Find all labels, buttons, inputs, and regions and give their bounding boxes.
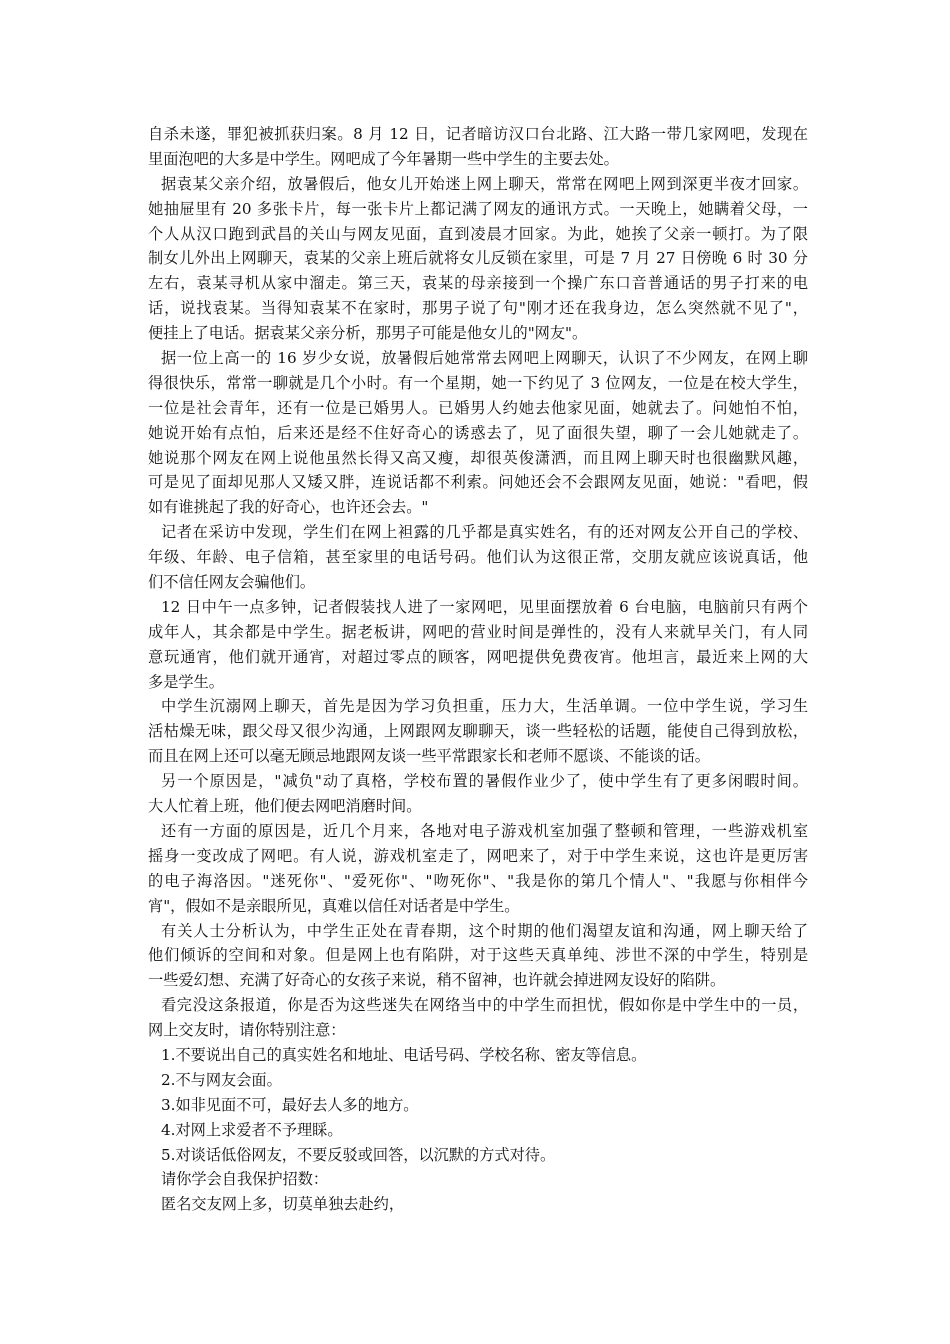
text-line: 的电子海洛因。"迷死你"、"爱死你"、"吻死你"、"我是你的第几个情人"、"我愿与你相伴今	[148, 871, 808, 890]
text-line: 12 日中午一点多钟，记者假装找人进了一家网吧，见里面摆放着 6 台电脑，电脑前只有两个	[161, 597, 808, 616]
text-line: 据袁某父亲介绍，放暑假后，他女儿开始迷上网上聊天，常常在网吧上网到深更半夜才回家。	[161, 174, 808, 193]
text-line: 有关人士分析认为，中学生正处在青春期，这个时期的他们渴望友谊和沟通，网上聊天给了	[161, 921, 808, 940]
text-line: 还有一方面的原因是，近几个月来，各地对电子游戏机室加强了整顿和管理，一些游戏机室	[161, 821, 808, 840]
text-line: 活枯燥无味，跟父母又很少沟通，上网跟网友聊聊天，谈一些轻松的话题，能使自己得到放松，	[148, 722, 808, 741]
article-body	[148, 122, 808, 1217]
text-line: 她抽屉里有 20 多张卡片，每一张卡片上都记满了网友的通讯方式。一天晚上，她瞒着父母，一	[148, 199, 808, 218]
text-line: 据一位上高一的 16 岁少女说，放暑假后她常常去网吧上网聊天，认识了不少网友，在网上聊	[161, 349, 808, 368]
text-line: 1.不要说出自己的真实姓名和地址、电话号码、学校名称、密友等信息。	[161, 1045, 647, 1064]
text-line: 个人从汉口跑到武昌的关山与网友见面，直到凌晨才回家。为此，她挨了父亲一顿打。为了限	[148, 224, 808, 243]
text-line: 她说开始有点怕，后来还是经不住好奇心的诱惑去了，见了面很失望，聊了一会儿她就走了。	[148, 423, 808, 442]
text-line: 一些爱幻想、充满了好奇心的女孩子来说，稍不留神，也许就会掉进网友设好的陷阱。	[148, 971, 726, 990]
text-line: 如有谁挑起了我的好奇心，也许还会去。"	[148, 498, 429, 517]
text-line: 宵"，假如不是亲眼所见，真难以信任对话者是中学生。	[148, 896, 520, 915]
text-line: 自杀未遂，罪犯被抓获归案。8 月 12 日，记者暗访汉口台北路、江大路一带几家网吧，发现在	[148, 125, 808, 143]
text-line: 他们倾诉的空间和对象。但是网上也有陷阱，对于这些天真单纯、涉世不深的中学生，特别是	[148, 946, 808, 965]
text-line: 得很快乐，常常一聊就是几个小时。有一个星期，她一下约见了 3 位网友，一位是在校大学生，	[148, 373, 808, 392]
text-line: 们不信任网友会骗他们。	[148, 573, 316, 592]
text-line: 话，说找袁某。当得知袁某不在家时，那男子说了句"刚才还在我身边，怎么突然就不见了"，	[148, 299, 808, 318]
text-line: 意玩通宵，他们就开通宵，对超过零点的顾客，网吧提供免费夜宵。他坦言，最近来上网的大	[148, 647, 808, 666]
text-line: 而且在网上还可以毫无顾忌地跟网友谈一些平常跟家长和老师不愿谈、不能谈的话。	[148, 747, 710, 766]
text-line: 一位是社会青年，还有一位是已婚男人。已婚男人约她去他家见面，她就去了。问她怕不怕，	[148, 398, 808, 417]
text-line: 可是见了面却见那人又矮又胖，连说话都不利索。问她还会不会跟网友见面，她说："看吧，假	[148, 473, 808, 492]
text-line: 2.不与网友会面。	[161, 1070, 282, 1089]
text-line: 便挂上了电话。据袁某父亲分析，那男子可能是他女儿的"网友"。	[148, 324, 588, 343]
text-line: 记者在采访中发现，学生们在网上袒露的几乎都是真实姓名，有的还对网友公开自己的学校、	[161, 523, 808, 542]
text-line: 看完没这条报道，你是否为这些迷失在网络当中的中学生而担忧，假如你是中学生中的一员，	[161, 996, 808, 1015]
text-line: 大人忙着上班，他们便去网吧消磨时间。	[148, 797, 422, 816]
text-line: 她说那个网友在网上说他虽然长得又高又瘦，却很英俊潇洒，而且网上聊天时也很幽默风趣，	[148, 448, 808, 467]
text-line: 左右，袁某寻机从家中溜走。第三天，袁某的母亲接到一个操广东口音普通话的男子打来的电	[148, 274, 808, 293]
text-line: 5.对谈话低俗网友，不要反驳或回答，以沉默的方式对待。	[161, 1145, 556, 1164]
text-line: 制女儿外出上网聊天，袁某的父亲上班后就将女儿反锁在家里，可是 7 月 27 日傍晚 6 时 30 分	[148, 249, 808, 268]
text-line: 摇身一变改成了网吧。有人说，游戏机室走了，网吧来了，对于中学生来说，这也许是更厉害	[148, 846, 808, 865]
text-line: 另一个原因是，"减负"动了真格，学校布置的暑假作业少了，使中学生有了更多闲暇时间。	[161, 772, 808, 791]
text-line: 里面泡吧的大多是中学生。网吧成了今年暑期一些中学生的主要去处。	[148, 149, 619, 168]
text-line: 中学生沉溺网上聊天，首先是因为学习负担重，压力大，生活单调。一位中学生说，学习生	[161, 697, 808, 716]
text-line: 请你学会自我保护招数：	[161, 1170, 329, 1189]
text-line: 多是学生。	[148, 672, 224, 691]
text-line: 匿名交友网上多，切莫单独去赴约，	[161, 1195, 404, 1214]
text-line: 4.对网上求爱者不予理睬。	[161, 1120, 343, 1139]
text-line: 网上交友时，请你特别注意：	[148, 1021, 346, 1040]
text-line: 3.如非见面不可，最好去人多的地方。	[161, 1095, 419, 1114]
text-line: 成年人，其余都是中学生。据老板讲，网吧的营业时间是弹性的，没有人来就早关门，有人同	[148, 622, 808, 641]
text-line: 年级、年龄、电子信箱，甚至家里的电话号码。他们认为这很正常，交朋友就应该说真话，他	[148, 548, 808, 567]
